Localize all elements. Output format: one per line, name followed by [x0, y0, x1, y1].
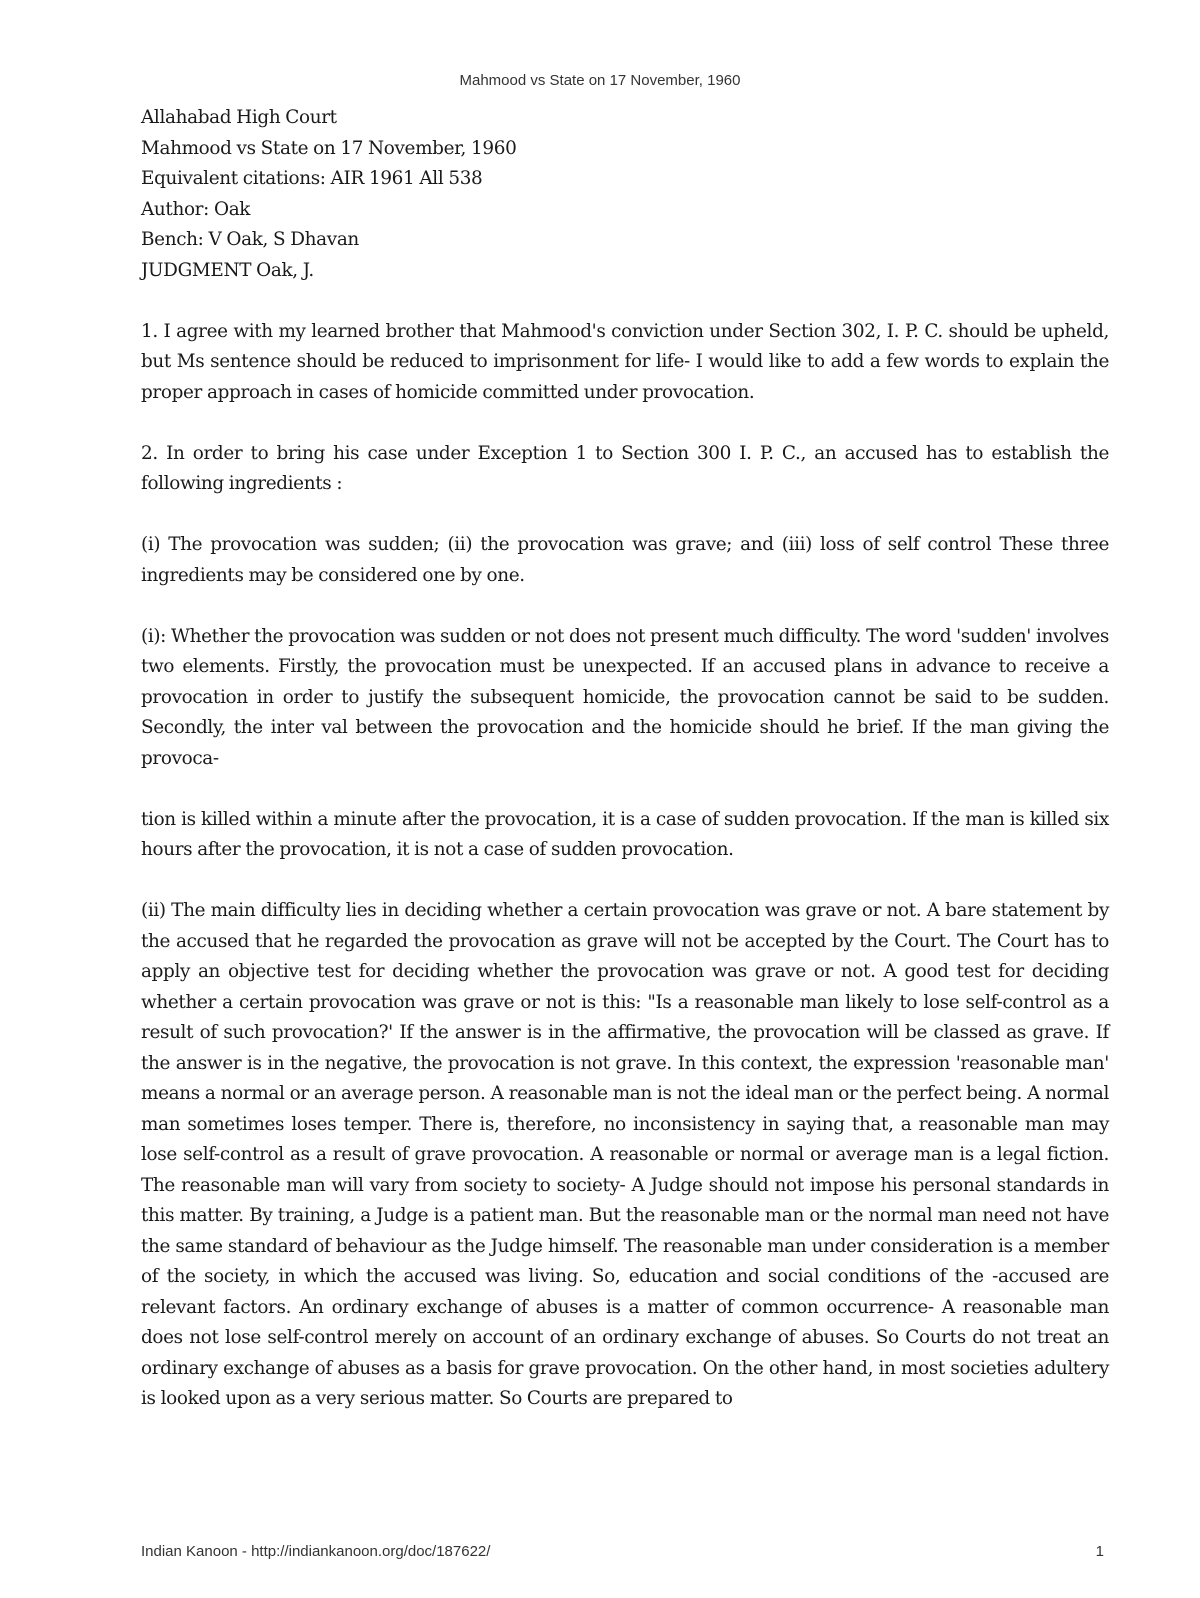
- court-name: Allahabad High Court: [141, 107, 337, 128]
- footer-source-link[interactable]: Indian Kanoon - http://indiankanoon.org/doc/187622/: [141, 1543, 491, 1560]
- document-body: [141, 103, 1109, 1445]
- bench: Bench: V Oak, S Dhavan: [141, 229, 359, 250]
- case-metadata: [141, 103, 1109, 286]
- judgment-heading: JUDGMENT Oak, J.: [141, 259, 314, 281]
- paragraph-sudden-continued: tion is killed within a minute after the provocation, it is a case of sudden provocation. If the man is killed six hours after the provocation, it is not a case of sudden provocation.: [141, 808, 1109, 860]
- case-title: Mahmood vs State on 17 November, 1960: [141, 137, 517, 159]
- equivalent-citations: Equivalent citations: AIR 1961 All 538: [141, 168, 483, 189]
- author: Author: Oak: [141, 198, 251, 220]
- paragraph-sudden: (i): Whether the provocation was sudden or not does not present much difficulty. The word 'sudden' involves two elements. Firstly, the provocation must be unexpected. If an accused plans in advance to receive a provocation in order to justify the subsequent homicide, the provocation cannot be said to be sudden. Secondly, the inter val between the provocation and the homicide should he brief. If the man giving the provoca-: [141, 625, 1109, 769]
- page-footer: [141, 1543, 1104, 1560]
- running-header: Mahmood vs State on 17 November, 1960: [459, 72, 741, 89]
- paragraph-1: 1. I agree with my learned brother that Mahmood's conviction under Section 302, I. P. C. should be upheld, but Ms sentence should be reduced to imprisonment for life- I would like to add a few words to explain the proper approach in cases of homicide committed under provocation.: [141, 320, 1109, 403]
- page-number: 1: [1095, 1543, 1104, 1560]
- paragraph-grave: (ii) The main difficulty lies in deciding whether a certain provocation was grave or not. A bare statement by the accused that he regarded the provocation as grave will not be accepted by the Court. The Court has to apply an objective test for deciding whether the provocation was grave or not. A good test for deciding whether a certain provocation was grave or not is this: "Is a reasonable man likely to lose self-control as a result of such provocation?' If the answer is in the affirmative, the provocation will be classed as grave. If the answer is in the negative, the provocation is not grave. In this context, the expression 'reasonable man' means a normal or an average person. A reasonable man is not the ideal man or the perfect being. A normal man sometimes loses temper. There is, therefore, no inconsistency in saying that, a reasonable man may lose self-control as a result of grave provocation. A reasonable or normal or average man is a legal fiction. The reasonable man will vary from society to society- A Judge should not impose his personal standards in this matter. By training, a Judge is a patient man. But the reasonable man or the normal man need not have the same standard of behaviour as the Judge himself. The reasonable man under consideration is a member of the society, in which the accused was living. So, education and social conditions of the -accused are relevant factors. An ordinary exchange of abuses is a matter of common occurrence- A reasonable man does not lose self-control merely on account of an ordinary exchange of abuses. So Courts do not treat an ordinary exchange of abuses as a basis for grave provocation. On the other hand, in most societies adultery is looked upon as a very serious matter. So Courts are prepared to: [141, 900, 1109, 1409]
- paragraph-2: 2. In order to bring his case under Exception 1 to Section 300 I. P. C., an accused has to establish the following ingredients :: [141, 442, 1109, 494]
- paragraph-ingredients: (i) The provocation was sudden; (ii) the provocation was grave; and (iii) loss of self control These three ingredients may be considered one by one.: [141, 534, 1109, 586]
